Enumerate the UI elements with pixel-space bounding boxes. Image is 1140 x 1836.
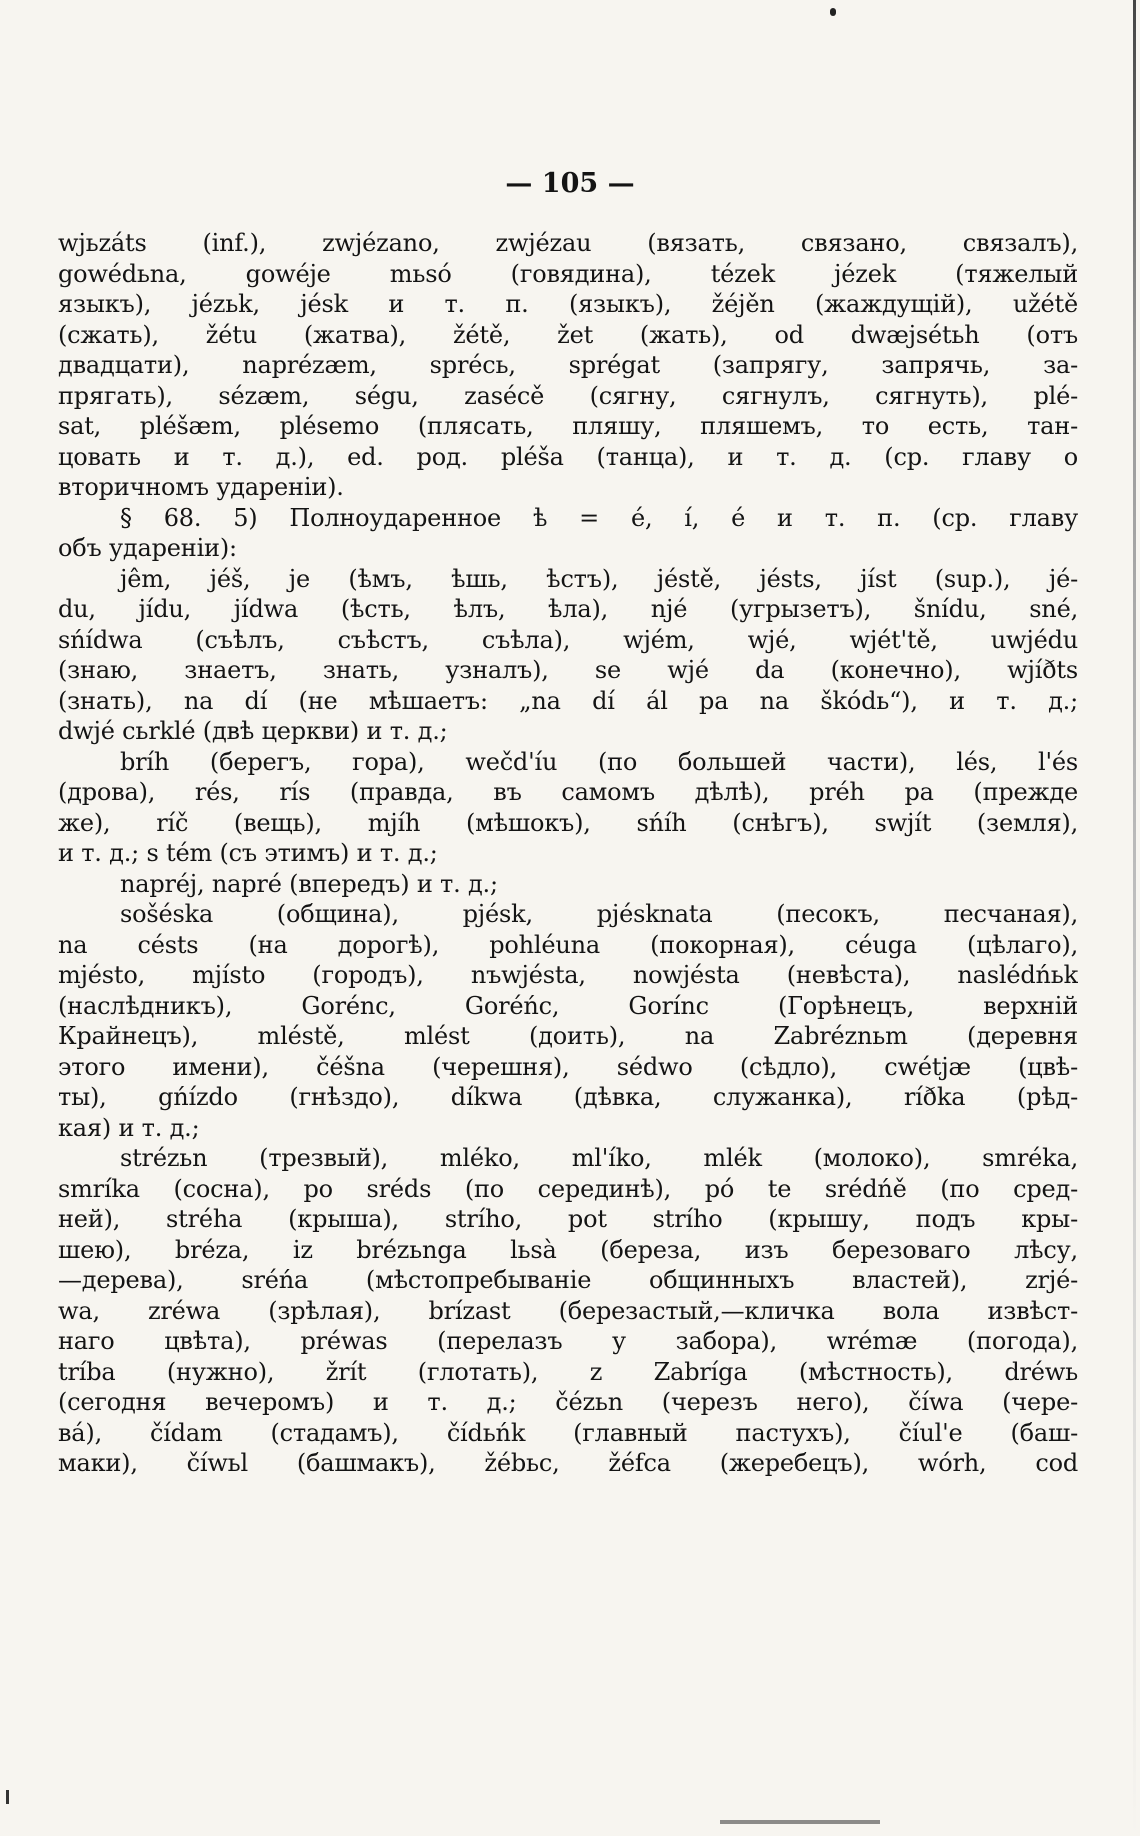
text-line: наго цвѣта), préwas (перелазъ у забора), wrémæ (погода), <box>58 1327 1078 1355</box>
text-line: и т. д.; s tém (съ этимъ) и т. д.; <box>58 839 438 867</box>
text-line: sat, pléšæm, plésemo (плясать, пляшу, пляшемъ, то есть, тан- <box>58 412 1078 440</box>
text-line: двадцати), naprézæm, sprécь, sprégat (запрягу, запрячь, за- <box>58 351 1078 379</box>
text-line: dwjé cьrklé (двѣ церкви) и т. д.; <box>58 717 448 745</box>
scan-bottom-smudge <box>720 1820 880 1824</box>
text-line: smríka (сосна), po sréds (по серединѣ), pó te srédńě (по сред- <box>58 1174 1078 1203</box>
body-text <box>58 228 1078 1479</box>
text-line: (знаю, знаетъ, знать, узналъ), se wjé da (конечно), wjíðts <box>58 656 1078 684</box>
text-line: wa, zréwa (зрѣлая), brízast (березастый,—кличка вола извѣст- <box>58 1296 1078 1325</box>
text-line: ва́), čídam (стадамъ), čídьńk (главный пастухъ), číul'e (баш- <box>58 1418 1078 1447</box>
text-line: объ ударенiи): <box>58 534 237 562</box>
text-line: —дерева), sréńa (мѣстопребыванiе общинныхъ властей), zrjé- <box>58 1266 1078 1294</box>
text-line: na césts (на дорогѣ), pohléuna (покорная), céuga (цѣлаго), <box>58 930 1078 959</box>
text-line: (дрова), rés, rís (правда, въ самомъ дѣлѣ), préh pa (прежде <box>58 778 1078 806</box>
text-line: кая) и т. д.; <box>58 1113 200 1142</box>
text-line: прягать), sézæm, ségu, zasécě (сягну, сягнулъ, сягнуть), plé- <box>58 381 1078 410</box>
text-line: (сегодня вечеромъ) и т. д.; čézьn (черезъ него), číwa (чере- <box>58 1388 1078 1416</box>
text-line: jêm, jéš, je (ѣмъ, ѣшь, ѣстъ), jéstě, jésts, jíst (sup.), jé- <box>120 564 1078 593</box>
text-line: wjьzáts (inf.), zwjézano, zwjézau (вязать, связано, связалъ), <box>58 229 1078 257</box>
page-number: — 105 — <box>505 168 635 199</box>
text-line: (знать), na dí (не мѣшаетъ: „na dí ál pa na škódь“), и т. д.; <box>58 686 1078 715</box>
text-line: этого имени), čéšna (черешня), sédwo (сѣдло), cwétjæ (цвѣ- <box>58 1052 1078 1081</box>
text-line: шею), bréza, iz brézьnga lьsà (береза, изъ березоваго лѣсу, <box>58 1235 1078 1264</box>
text-line: вторичномъ ударенiи). <box>58 473 344 501</box>
text-line: (сжать), žétu (жатва), žétě, žet (жать), od dwæjsétьh (отъ <box>58 320 1078 349</box>
scan-speck <box>830 8 836 16</box>
text-line: bríh (берегъ, гора), wečd'íu (по большей части), lés, l'és <box>120 747 1078 776</box>
text-line: ней), stréha (крыша), strího, pot strího (крышу, подъ кры- <box>58 1205 1078 1233</box>
text-line: strézьn (трезвый), mléko, ml'íko, mlék (молоко), smréka, <box>120 1144 1078 1172</box>
text-line: sńídwa (съѣлъ, съѣстъ, съѣла), wjém, wjé, wjét'tě, uwjédu <box>58 625 1078 654</box>
text-line: цовать и т. д.), ed. род. pléša (танца), и т. д. (ср. главу о <box>58 442 1078 471</box>
text-line: du, jídu, jídwa (ѣсть, ѣлъ, ѣла), njé (угрызетъ), šnídu, sné, <box>58 595 1078 623</box>
text-line: napréj, napré (впередъ) и т. д.; <box>120 869 498 898</box>
text-line: tríba (нужно), žrít (глотать), z Zabríga (мѣстность), dréwь <box>58 1357 1078 1386</box>
text-line: ты), gńízdo (гнѣздо), díkwa (дѣвка, служанка), ríðka (рѣд- <box>58 1083 1078 1111</box>
text-line: gowédьna, gowéje mьsó (говядина), tézek jézek (тяжелый <box>58 259 1078 288</box>
text-line: маки), číwьl (башмакъ), žébьc, žéfca (жеребецъ), wórh, cod <box>58 1449 1078 1477</box>
text-line: sošéska (община), pjésk, pjésknata (песокъ, песчаная), <box>120 900 1078 928</box>
text-line: языкъ), jézьk, jésk и т. п. (языкъ), žéjěn (жаждущій), užétě <box>58 290 1078 318</box>
text-line: же), ríč (вещь), mjíh (мѣшокъ), sńíh (снѣгъ), swjít (земля), <box>58 808 1078 837</box>
text-line: Крайнецъ), mléstě, mlést (доить), na Zabréznьm (деревня <box>58 1022 1078 1050</box>
text-line: § 68. 5) Полноударенное ѣ = é, í, é и т. п. (ср. главу <box>120 503 1078 532</box>
text-line: mjésto, mjísto (городъ), nъwjésta, nowjésta (невѣста), naslédńьk <box>58 961 1078 989</box>
scan-edge-shadow <box>1133 0 1136 1836</box>
text-line: (наслѣдникъ), Gorénc, Goréńc, Gorínc (Горѣнецъ, верхнiй <box>58 991 1078 1020</box>
scan-edge-mark <box>6 1790 9 1804</box>
